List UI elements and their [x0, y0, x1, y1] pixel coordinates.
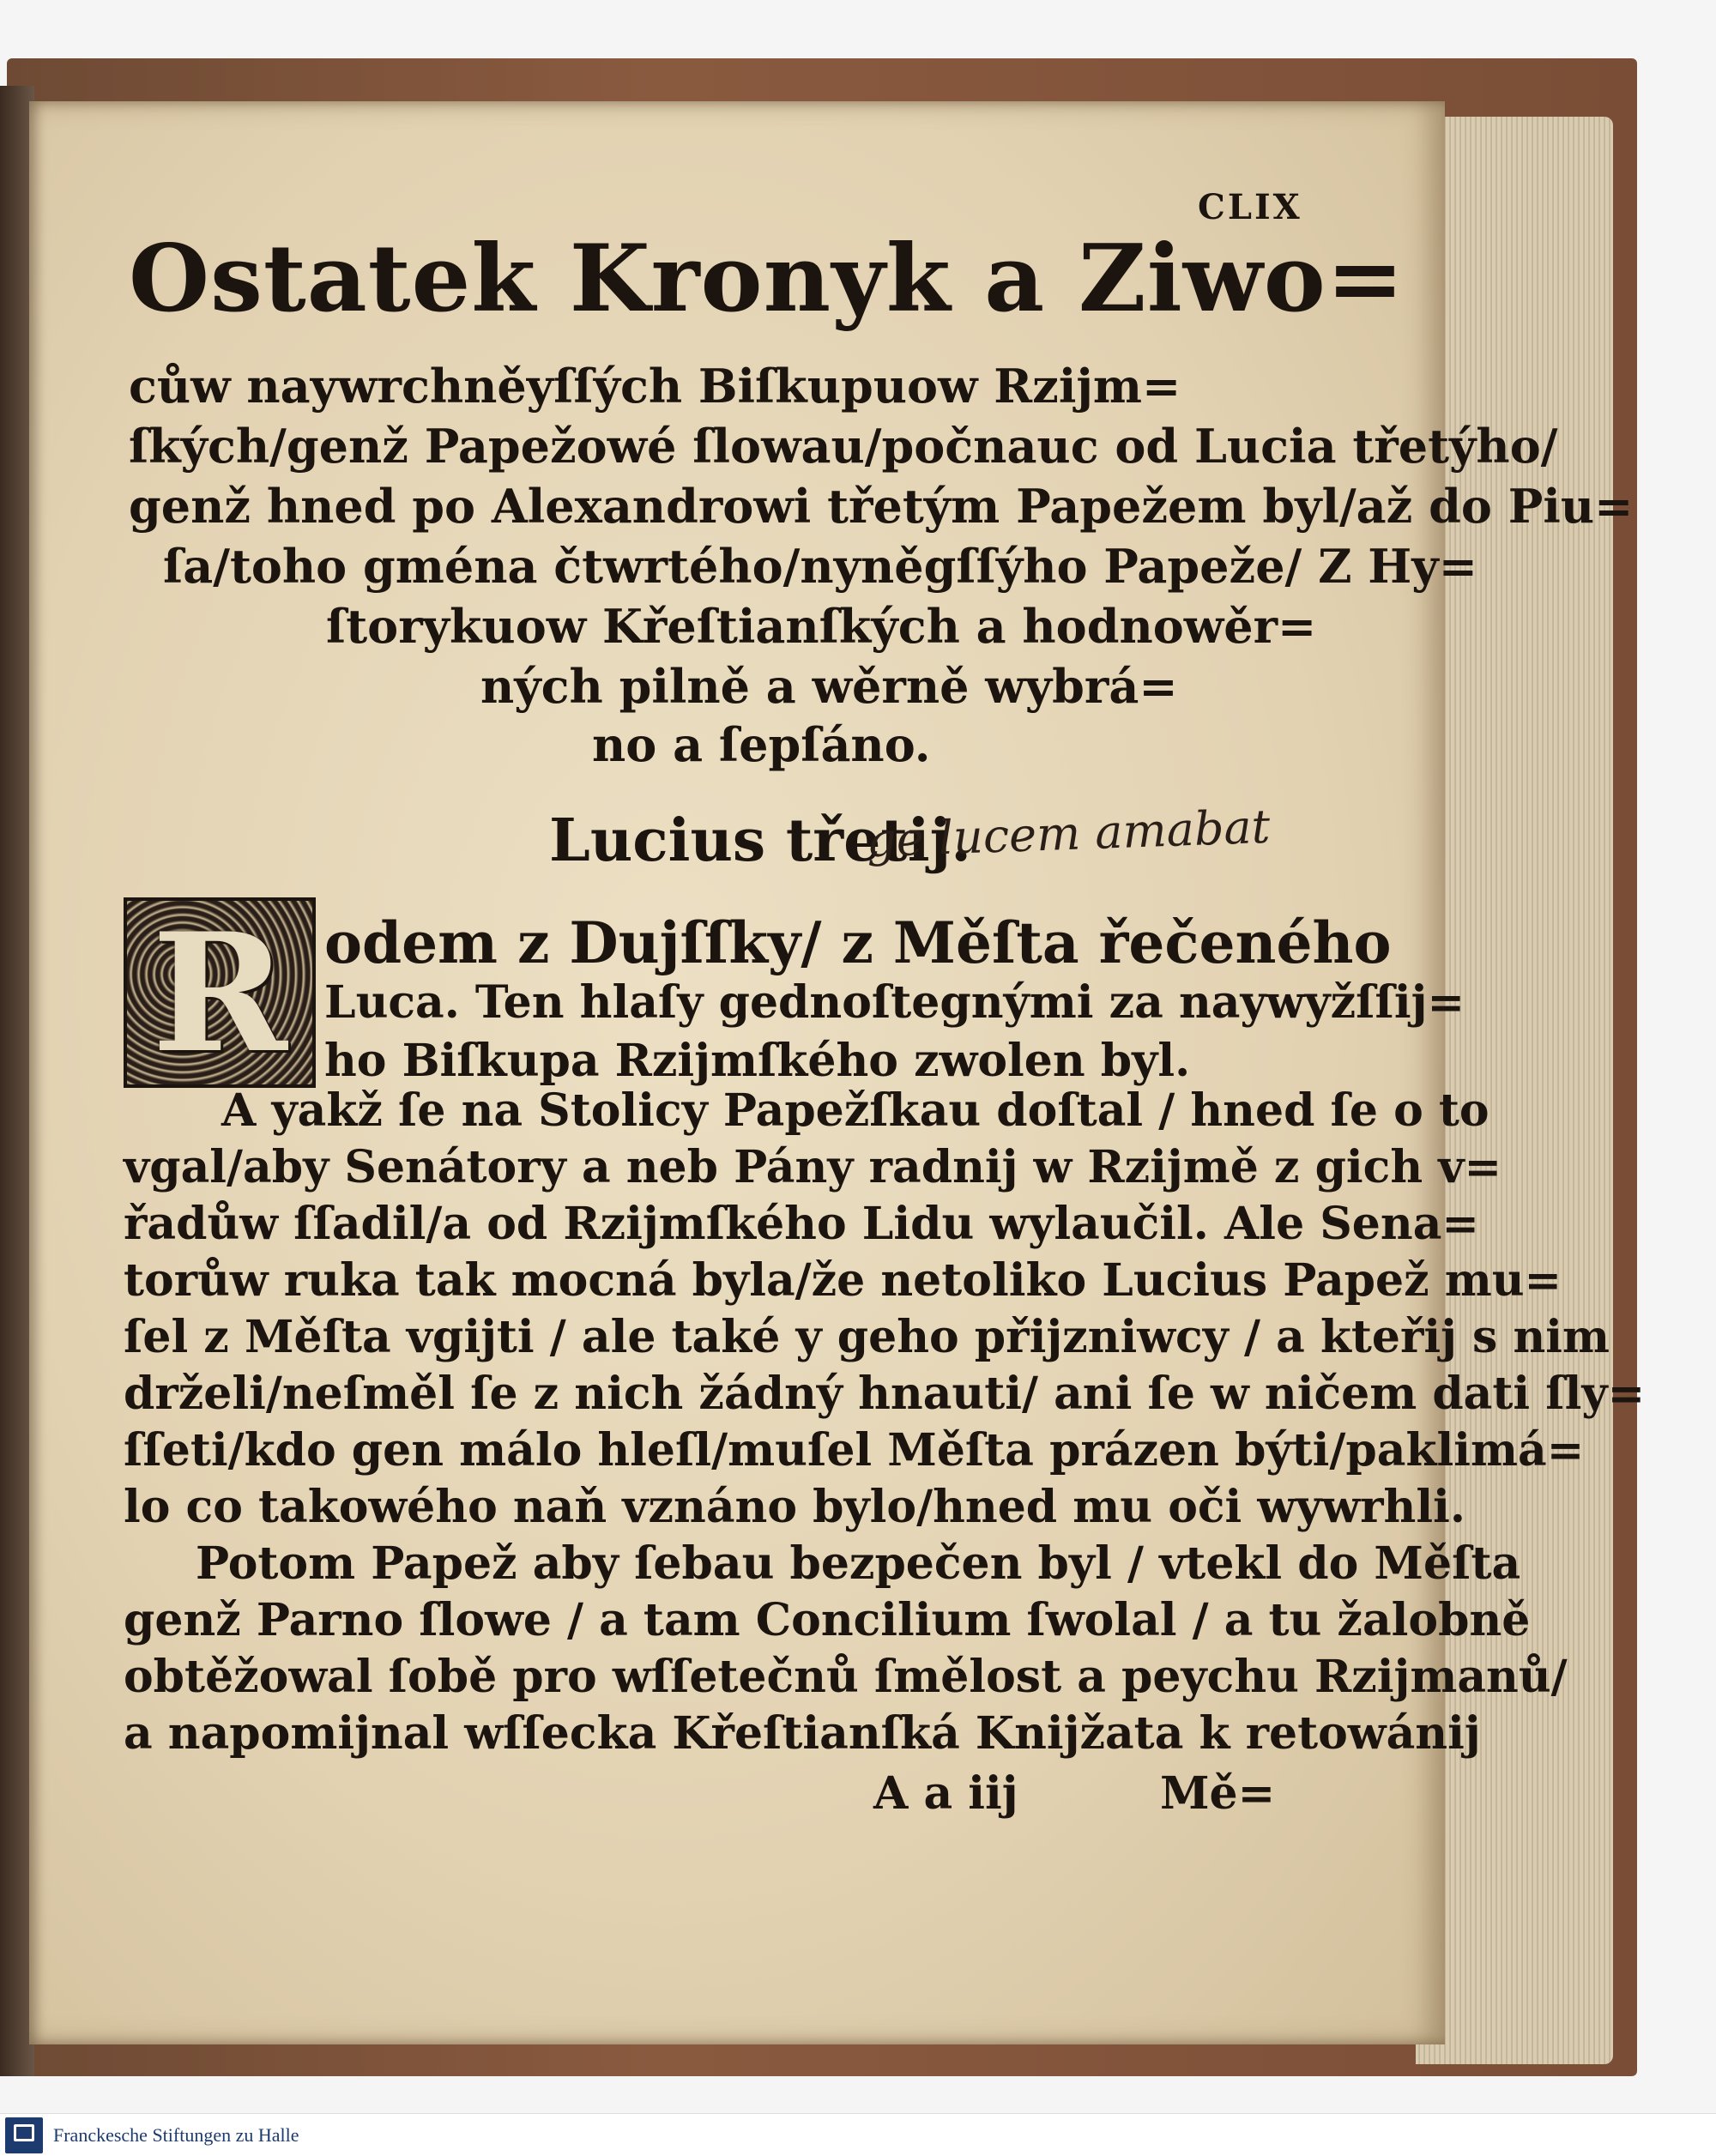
signature-mark: A a iij: [873, 1767, 1018, 1820]
body-line: ſel z Měſta vgijti / ale také y geho přijzniwcy / a kteřij s nim: [124, 1311, 1610, 1363]
viewer-footer: [0, 2113, 1716, 2156]
opening-line: odem z Dujſſky/ z Měſta řečeného: [324, 909, 1392, 976]
dropcap-letter: R: [152, 897, 287, 1089]
subtitle-line: ſa/toho gména čtwrtého/nyněgſſýho Papeže/ Z Hy=: [163, 539, 1477, 594]
subtitle-line: no a ſepſáno.: [592, 717, 931, 772]
catchword: Mě=: [1160, 1767, 1276, 1820]
folio-number: CLIX: [1198, 187, 1302, 227]
body-line: lo co takowého naň vznáno bylo/hned mu oči wywrhli.: [124, 1481, 1465, 1533]
body-line: obtěžowal ſobě pro wſſetečnů ſmělost a peychu Rzijmanů/: [124, 1651, 1568, 1703]
body-line: ſſeti/kdo gen málo hleſl/muſel Měſta prázen býti/paklimá=: [124, 1424, 1585, 1477]
body-line: a napomijnal wſſecka Křeſtianſká Knijžata k retowánij: [124, 1707, 1481, 1760]
subtitle-line: cůw naywrchněyſſých Biſkupuow Rzijm=: [129, 359, 1181, 414]
section-heading: Lucius třetij.: [549, 806, 971, 875]
opening-line: ho Biſkupa Rzijmſkého zwolen byl.: [324, 1035, 1191, 1087]
body-line: A yakž ſe na Stolicy Papežſkau doſtal / hned ſe o to: [221, 1084, 1489, 1137]
institution-name: Franckesche Stiftungen zu Halle: [53, 2124, 299, 2146]
handwritten-annotation: ge lucem amabat: [866, 799, 1272, 868]
body-line: řadůw ſſadil/a od Rzijmſkého Lidu wylaučil. Ale Sena=: [124, 1198, 1479, 1250]
body-line: drželi/neſměl ſe z nich žádný hnauti/ ani ſe w ničem dati ſly=: [124, 1368, 1646, 1420]
decorated-initial: [124, 897, 316, 1088]
body-line: vgal/aby Senátory a neb Pány radnij w Rzijmě z gich v=: [124, 1141, 1502, 1193]
subtitle-line: ſtorykuow Křeſtianſkých a hodnowěr=: [326, 599, 1317, 654]
page-title: Ostatek Kronyk a Ziwo=: [129, 225, 1405, 333]
body-line: genž Parno ſlowe / a tam Concilium ſwolal / a tu žalobně: [124, 1594, 1531, 1646]
opening-line: Luca. Ten hlaſy gednoſtegnými za naywyžſſij=: [324, 976, 1465, 1029]
subtitle-line: ſkých/genž Papežowé ſlowau/počnauc od Lucia třetýho/: [129, 419, 1558, 474]
subtitle-line: genž hned po Alexandrowi třetým Papežem byl/až do Piu=: [129, 479, 1634, 534]
body-line: torůw ruka tak mocná byla/že netoliko Lucius Papež mu=: [124, 1254, 1562, 1307]
body-line: Potom Papež aby ſebau bezpečen byl / vtekl do Měſta: [196, 1537, 1521, 1590]
subtitle-line: ných pilně a wěrně wybrá=: [480, 659, 1178, 714]
institution-logo-icon: [5, 2117, 43, 2153]
